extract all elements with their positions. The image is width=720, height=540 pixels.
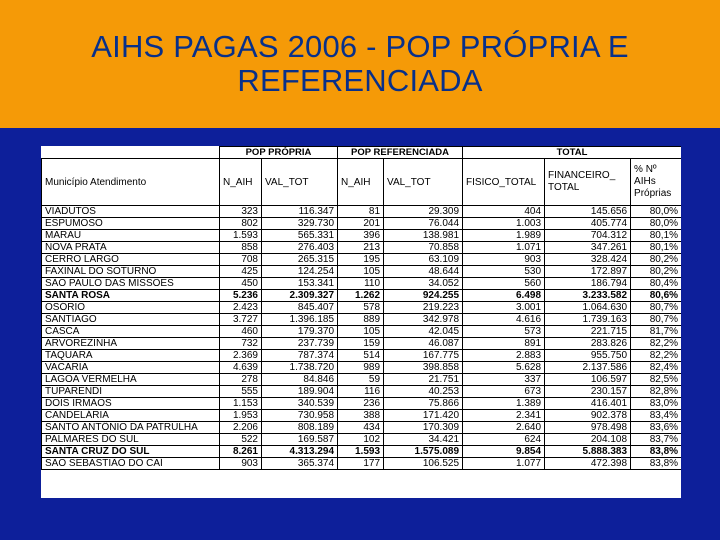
cell-value: 1.064.630 — [545, 302, 631, 314]
cell-value: 102 — [338, 434, 384, 446]
cell-value: 153.341 — [262, 278, 338, 290]
cell-value: 105 — [338, 326, 384, 338]
group-pop-referenciada: POP REFERENCIADA — [338, 147, 463, 159]
cell-value: 555 — [220, 386, 262, 398]
cell-value: 4.313.294 — [262, 446, 338, 458]
table-row — [42, 254, 682, 266]
cell-value: 82,4% — [631, 362, 681, 374]
cell-value: 42.045 — [384, 326, 463, 338]
cell-value: 5.628 — [463, 362, 545, 374]
cell-value: 2.883 — [463, 350, 545, 362]
cell-value: 106.525 — [384, 458, 463, 470]
cell-value: 6.498 — [463, 290, 545, 302]
col-municipio: Município Atendimento — [42, 159, 220, 206]
cell-value: 955.750 — [545, 350, 631, 362]
cell-value: 2.640 — [463, 422, 545, 434]
cell-value: 80,2% — [631, 254, 681, 266]
cell-value: 82,2% — [631, 338, 681, 350]
cell-municipio: MARAU — [42, 230, 220, 242]
cell-value: 81,7% — [631, 326, 681, 338]
cell-value: 84.846 — [262, 374, 338, 386]
cell-value: 1.575.089 — [384, 446, 463, 458]
cell-value: 4.639 — [220, 362, 262, 374]
cell-value: 425 — [220, 266, 262, 278]
cell-value: 891 — [463, 338, 545, 350]
cell-value: 2.309.327 — [262, 290, 338, 302]
cell-value: 116.347 — [262, 206, 338, 218]
cell-value: 46.087 — [384, 338, 463, 350]
cell-value: 573 — [463, 326, 545, 338]
cell-value: 1.396.185 — [262, 314, 338, 326]
cell-municipio: LAGOA VERMELHA — [42, 374, 220, 386]
cell-value: 80,1% — [631, 242, 681, 254]
cell-value: 195 — [338, 254, 384, 266]
aih-table — [41, 146, 681, 470]
cell-value: 40.253 — [384, 386, 463, 398]
cell-municipio: CANDELÁRIA — [42, 410, 220, 422]
spreadsheet-table-image — [41, 146, 681, 498]
cell-value: 278 — [220, 374, 262, 386]
cell-value: 170.309 — [384, 422, 463, 434]
cell-value: 708 — [220, 254, 262, 266]
cell-value: 201 — [338, 218, 384, 230]
cell-value: 204.108 — [545, 434, 631, 446]
cell-value: 105 — [338, 266, 384, 278]
cell-municipio: NOVA PRATA — [42, 242, 220, 254]
table-row — [42, 458, 682, 470]
table-row — [42, 362, 682, 374]
cell-value: 858 — [220, 242, 262, 254]
cell-value: 560 — [463, 278, 545, 290]
cell-municipio: SANTO ANTÔNIO DA PATRULHA — [42, 422, 220, 434]
cell-value: 177 — [338, 458, 384, 470]
cell-value: 1.003 — [463, 218, 545, 230]
cell-value: 1.389 — [463, 398, 545, 410]
col-pct-aihs-proprias: % Nº AIHs Próprias — [631, 159, 681, 206]
cell-value: 189.904 — [262, 386, 338, 398]
cell-value: 578 — [338, 302, 384, 314]
cell-value: 1.262 — [338, 290, 384, 302]
cell-value: 924.255 — [384, 290, 463, 302]
cell-value: 80,0% — [631, 218, 681, 230]
cell-municipio: SANTA ROSA — [42, 290, 220, 302]
cell-municipio: VACARIA — [42, 362, 220, 374]
cell-value: 902.378 — [545, 410, 631, 422]
cell-value: 186.794 — [545, 278, 631, 290]
cell-value: 673 — [463, 386, 545, 398]
cell-value: 1.953 — [220, 410, 262, 422]
cell-value: 323 — [220, 206, 262, 218]
cell-value: 9.854 — [463, 446, 545, 458]
cell-value: 404 — [463, 206, 545, 218]
group-pop-propria: POP PRÓPRIA — [220, 147, 338, 159]
cell-value: 59 — [338, 374, 384, 386]
cell-value: 63.109 — [384, 254, 463, 266]
cell-value: 398.858 — [384, 362, 463, 374]
table-row — [42, 326, 682, 338]
cell-value: 388 — [338, 410, 384, 422]
cell-municipio: SANTIAGO — [42, 314, 220, 326]
cell-municipio: SANTA CRUZ DO SUL — [42, 446, 220, 458]
table-row — [42, 266, 682, 278]
table-row — [42, 410, 682, 422]
cell-value: 989 — [338, 362, 384, 374]
cell-value: 434 — [338, 422, 384, 434]
cell-value: 167.775 — [384, 350, 463, 362]
cell-value: 978.498 — [545, 422, 631, 434]
cell-value: 416.401 — [545, 398, 631, 410]
cell-value: 265.315 — [262, 254, 338, 266]
cell-value: 213 — [338, 242, 384, 254]
cell-value: 5.888.383 — [545, 446, 631, 458]
cell-value: 221.715 — [545, 326, 631, 338]
cell-value: 75.866 — [384, 398, 463, 410]
cell-value: 1.989 — [463, 230, 545, 242]
title-line-2: REFERENCIADA — [237, 63, 483, 98]
cell-value: 730.958 — [262, 410, 338, 422]
cell-value: 3.001 — [463, 302, 545, 314]
title-banner — [0, 0, 720, 128]
cell-value: 802 — [220, 218, 262, 230]
cell-value: 787.374 — [262, 350, 338, 362]
cell-value: 171.420 — [384, 410, 463, 422]
table-row — [42, 350, 682, 362]
cell-value: 169.587 — [262, 434, 338, 446]
cell-value: 2.206 — [220, 422, 262, 434]
table-row — [42, 338, 682, 350]
table-row — [42, 374, 682, 386]
cell-value: 1.153 — [220, 398, 262, 410]
cell-value: 230.157 — [545, 386, 631, 398]
cell-value: 83,6% — [631, 422, 681, 434]
cell-value: 21.751 — [384, 374, 463, 386]
col-financeiro-total: FINANCEIRO_ TOTAL — [545, 159, 631, 206]
cell-municipio: ARVOREZINHA — [42, 338, 220, 350]
cell-value: 1.071 — [463, 242, 545, 254]
slide-title — [20, 30, 700, 98]
cell-value: 808.189 — [262, 422, 338, 434]
cell-value: 2.137.586 — [545, 362, 631, 374]
table-row — [42, 290, 682, 302]
cell-value: 340.539 — [262, 398, 338, 410]
col-fisico-total: FISICO_TOTAL — [463, 159, 545, 206]
cell-municipio: ESPUMOSO — [42, 218, 220, 230]
cell-value: 145.656 — [545, 206, 631, 218]
cell-value: 116 — [338, 386, 384, 398]
cell-value: 236 — [338, 398, 384, 410]
cell-value: 80,6% — [631, 290, 681, 302]
cell-value: 80,7% — [631, 314, 681, 326]
table-row — [42, 302, 682, 314]
group-header-row — [42, 147, 682, 159]
cell-value: 283.826 — [545, 338, 631, 350]
cell-value: 83,7% — [631, 434, 681, 446]
cell-value: 565.331 — [262, 230, 338, 242]
cell-value: 8.261 — [220, 446, 262, 458]
table-row — [42, 206, 682, 218]
cell-value: 70.858 — [384, 242, 463, 254]
table-row — [42, 446, 682, 458]
cell-value: 172.897 — [545, 266, 631, 278]
cell-value: 347.261 — [545, 242, 631, 254]
cell-value: 80,2% — [631, 266, 681, 278]
cell-municipio: SÃO SEBASTIÃO DO CAÍ — [42, 458, 220, 470]
cell-value: 29.309 — [384, 206, 463, 218]
cell-value: 110 — [338, 278, 384, 290]
cell-municipio: CASCA — [42, 326, 220, 338]
cell-value: 83,8% — [631, 446, 681, 458]
cell-value: 80,1% — [631, 230, 681, 242]
cell-value: 329.730 — [262, 218, 338, 230]
table-row — [42, 230, 682, 242]
cell-value: 83,0% — [631, 398, 681, 410]
cell-value: 34.052 — [384, 278, 463, 290]
cell-value: 81 — [338, 206, 384, 218]
col-val-tot-ref: VAL_TOT — [384, 159, 463, 206]
cell-value: 83,4% — [631, 410, 681, 422]
cell-value: 5.236 — [220, 290, 262, 302]
cell-value: 80,7% — [631, 302, 681, 314]
cell-value: 365.374 — [262, 458, 338, 470]
cell-value: 34.421 — [384, 434, 463, 446]
cell-value: 80,0% — [631, 206, 681, 218]
cell-value: 48.644 — [384, 266, 463, 278]
table-row — [42, 386, 682, 398]
cell-value: 1.593 — [338, 446, 384, 458]
cell-value: 3.727 — [220, 314, 262, 326]
table-row — [42, 314, 682, 326]
cell-municipio: CERRO LARGO — [42, 254, 220, 266]
cell-municipio: PALMARES DO SUL — [42, 434, 220, 446]
table-row — [42, 242, 682, 254]
cell-value: 82,5% — [631, 374, 681, 386]
cell-value: 237.739 — [262, 338, 338, 350]
table-row — [42, 398, 682, 410]
cell-value: 179.370 — [262, 326, 338, 338]
cell-value: 450 — [220, 278, 262, 290]
cell-value: 76.044 — [384, 218, 463, 230]
cell-municipio: TAQUARA — [42, 350, 220, 362]
table-row — [42, 422, 682, 434]
title-line-1: AIHS PAGAS 2006 - POP PRÓPRIA E — [91, 29, 629, 64]
cell-value: 1.593 — [220, 230, 262, 242]
cell-value: 4.616 — [463, 314, 545, 326]
cell-municipio: SÃO PAULO DAS MISSÕES — [42, 278, 220, 290]
table-row — [42, 278, 682, 290]
cell-value: 328.424 — [545, 254, 631, 266]
cell-value: 159 — [338, 338, 384, 350]
cell-value: 2.423 — [220, 302, 262, 314]
cell-value: 624 — [463, 434, 545, 446]
cell-value: 1.077 — [463, 458, 545, 470]
table-row — [42, 218, 682, 230]
cell-value: 82,2% — [631, 350, 681, 362]
cell-value: 80,4% — [631, 278, 681, 290]
cell-value: 276.403 — [262, 242, 338, 254]
cell-municipio: TUPARENDI — [42, 386, 220, 398]
cell-value: 396 — [338, 230, 384, 242]
cell-municipio: VIADUTOS — [42, 206, 220, 218]
cell-value: 732 — [220, 338, 262, 350]
cell-value: 522 — [220, 434, 262, 446]
col-val-tot-propria: VAL_TOT — [262, 159, 338, 206]
cell-value: 342.978 — [384, 314, 463, 326]
cell-value: 2.369 — [220, 350, 262, 362]
cell-value: 704.312 — [545, 230, 631, 242]
cell-value: 138.981 — [384, 230, 463, 242]
cell-value: 106.597 — [545, 374, 631, 386]
cell-value: 1.738.720 — [262, 362, 338, 374]
cell-value: 472.398 — [545, 458, 631, 470]
cell-municipio: FAXINAL DO SOTURNO — [42, 266, 220, 278]
cell-value: 514 — [338, 350, 384, 362]
cell-municipio: DOIS IRMÃOS — [42, 398, 220, 410]
cell-value: 903 — [220, 458, 262, 470]
cell-value: 845.407 — [262, 302, 338, 314]
col-n-aih-ref: N_AIH — [338, 159, 384, 206]
table-body — [42, 206, 682, 470]
column-header-row — [42, 159, 682, 206]
cell-value: 219.223 — [384, 302, 463, 314]
cell-value: 337 — [463, 374, 545, 386]
cell-value: 2.341 — [463, 410, 545, 422]
group-total: TOTAL — [463, 147, 681, 159]
cell-value: 460 — [220, 326, 262, 338]
cell-value: 82,8% — [631, 386, 681, 398]
table-row — [42, 434, 682, 446]
cell-value: 1.739.163 — [545, 314, 631, 326]
blank-corner — [42, 147, 220, 159]
cell-value: 889 — [338, 314, 384, 326]
cell-value: 530 — [463, 266, 545, 278]
col-n-aih-propria: N_AIH — [220, 159, 262, 206]
cell-value: 405.774 — [545, 218, 631, 230]
cell-municipio: OSÓRIO — [42, 302, 220, 314]
cell-value: 3.233.582 — [545, 290, 631, 302]
cell-value: 124.254 — [262, 266, 338, 278]
cell-value: 83,8% — [631, 458, 681, 470]
cell-value: 903 — [463, 254, 545, 266]
